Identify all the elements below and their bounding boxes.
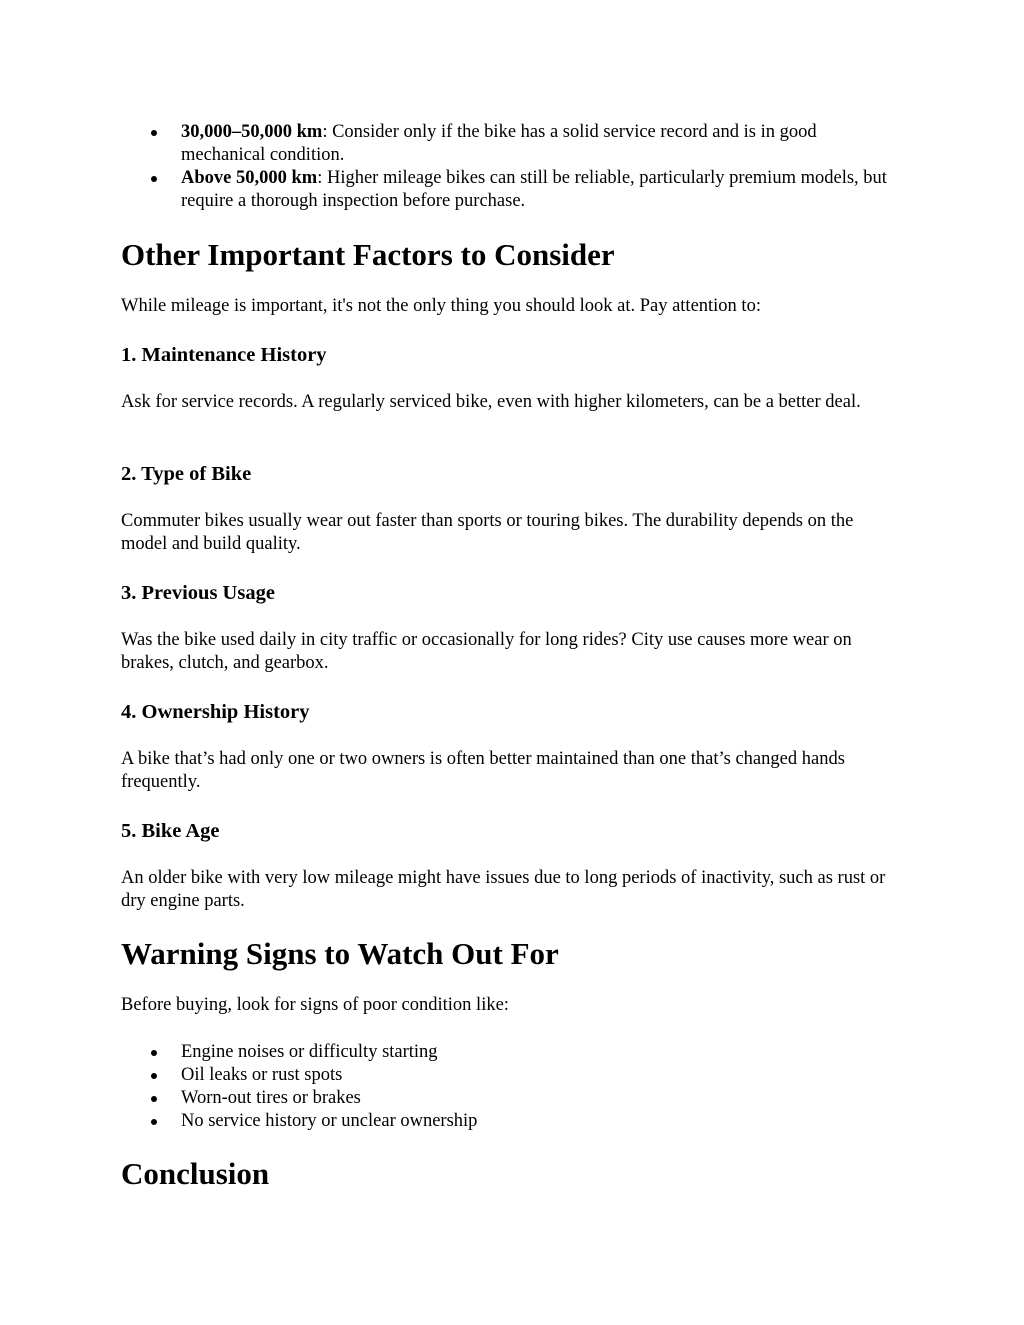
list-item-term: Above 50,000 km (181, 168, 318, 188)
factor-title: 3. Previous Usage (121, 582, 275, 604)
list-item: Oil leaks or rust spots (121, 1064, 901, 1087)
factor-title: 5. Bike Age (121, 820, 220, 842)
factors-intro: While mileage is important, it's not the only thing you should look at. Pay attention to: (121, 296, 761, 316)
factor-title: 1. Maintenance History (121, 344, 327, 366)
factor-body: An older bike with very low mileage might have issues due to long periods of inactivity, such as rust or dry engine parts. (121, 868, 886, 911)
section-heading-factors: Other Important Factors to Consider (121, 237, 615, 272)
factor-body: A bike that’s had only one or two owners is often better maintained than one that’s changed hands frequently. (121, 749, 845, 792)
list-item (121, 167, 901, 213)
list-item: Engine noises or difficulty starting (121, 1041, 901, 1064)
list-item-text: : Consider only if the bike has a solid service record and is in good mechanical condition. (181, 122, 817, 165)
warning-intro: Before buying, look for signs of poor condition like: (121, 995, 509, 1015)
section-heading-conclusion: Conclusion (121, 1156, 270, 1191)
list-item: No service history or unclear ownership (121, 1110, 901, 1133)
list-item (121, 121, 901, 167)
factor-title: 4. Ownership History (121, 701, 310, 723)
factor-body: Commuter bikes usually wear out faster than sports or touring bikes. The durability depends on the model and build quality. (121, 511, 854, 554)
section-heading-warning: Warning Signs to Watch Out For (121, 936, 559, 971)
factor-title: 2. Type of Bike (121, 463, 252, 485)
warning-list (121, 1041, 901, 1133)
factor-body: Was the bike used daily in city traffic or occasionally for long rides? City use causes more wear on brakes, clutch, and gearbox. (121, 630, 852, 673)
factor-body: Ask for service records. A regularly serviced bike, even with higher kilometers, can be a better deal. (121, 392, 861, 412)
mileage-list (121, 121, 901, 213)
list-item-term: 30,000–50,000 km (181, 122, 323, 142)
list-item: Worn-out tires or brakes (121, 1087, 901, 1110)
list-item-text: : Higher mileage bikes can still be reliable, particularly premium models, but require a thorough inspection before purchase. (181, 168, 887, 211)
